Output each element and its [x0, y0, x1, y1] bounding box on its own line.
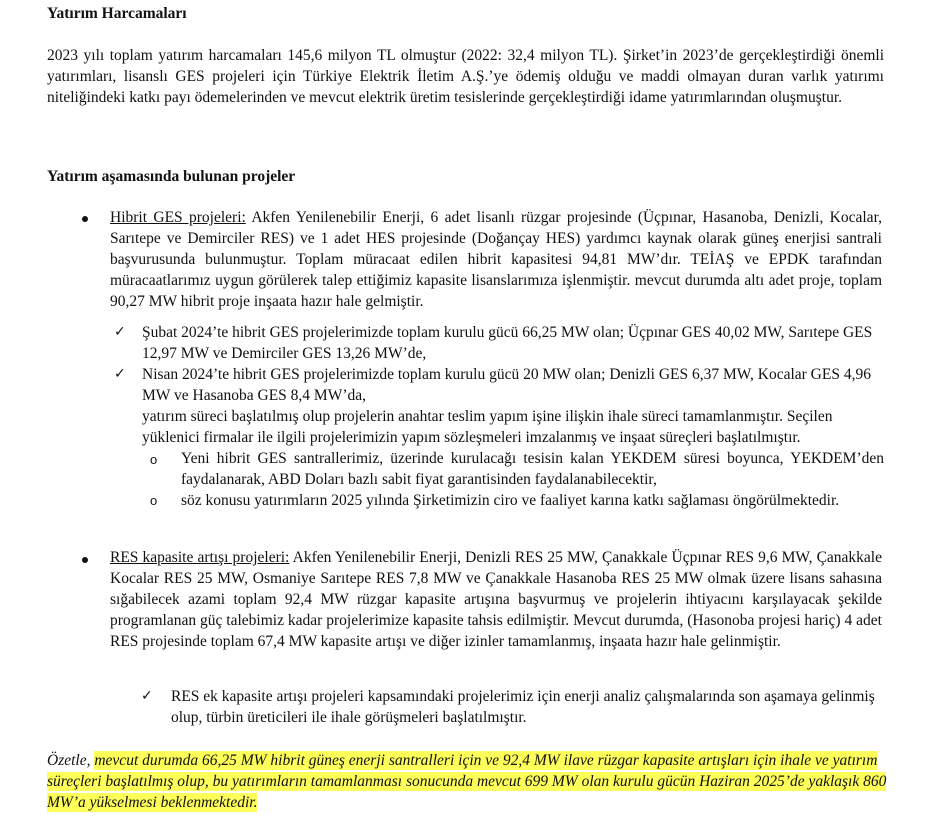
res-capacity-label: RES kapasite artışı projeleri:: [110, 549, 290, 566]
res-capacity-paragraph: [110, 547, 882, 652]
res-capacity-text: Akfen Yenilenebilir Enerji, Denizli RES 25 MW, Çanakkale Üçpınar RES 9,6 MW, Çanakkale Kocalar RES 25 MW, Osmaniye Sarıtepe RES 7,8 MW ve Çanakkale Hasanoba RES 25 MW olmak üzere lisans sahasına sığabilecek azami toplam 92,4 MW rüzgar kapasite artışına başvurmuş ve projelerin ihtiyacını karşılayacak şekilde programlanan güç talebimiz kadar projelerimize kapasite tahsis edilmiştir. Mevcut durumda, (Hasonoba projesi hariç) 4 adet RES projesinde toplam 67,4 MW kapasite artışı ve diğer izinler tamamlanmış, inşaata hazır hale gelinmiştir.: [110, 549, 882, 650]
hybrid-ges-paragraph: [110, 207, 882, 312]
hybrid-ges-text: Akfen Yenilenebilir Enerji, 6 adet lisanlı rüzgar projesinde (Üçpınar, Hasanoba, Denizli, Kocalar, Sarıtepe ve Demirciler RES) ve 1 adet HES projesinde (Doğançay HES) yardımcı kaynak olarak güneş enerjisi santrali başvurusunda bulunmuştur. Toplam müracaat edilen hibrit kapasitesi 94,81 MW’dır. TEİAŞ ve EPDK tarafından müracaatlarımız uygun görülerek talep ettiğimiz kapasite lisanslarımıza işlenmiştir. mevcut durumda altı adet proje, toplam 90,27 MW hibrit proje inşaata hazır hale gelmiştir.: [110, 209, 882, 310]
section-title-projects: Yatırım aşamasında bulunan projeler: [47, 168, 296, 185]
section-title-investments: Yatırım Harcamaları: [47, 5, 187, 22]
circle-bullet-icon: o: [150, 493, 158, 508]
circle-bullet-icon: o: [150, 452, 158, 467]
summary-highlighted-text: mevcut durumda 66,25 MW hibrit güneş enerji santralleri için ve 92,4 MW ilave rüzgar kapasite artışları için ihale ve yatırım süreçleri başlatılmış olup, bu yatırımların tamamlanması sonucunda mevcut 699 MW olan kurulu gücün Haziran 2025’de yaklaşık 860 MW’a yükselmesi beklenmektedir.: [47, 752, 887, 811]
summary-paragraph: [47, 750, 891, 813]
check-item-res: RES ek kapasite artışı projeleri kapsamındaki projelerimiz için enerji analiz çalışmalarında son aşamaya gelinmiş olup, türbin üreticileri ile ihale görüşmeleri başlatılmıştır.: [171, 688, 875, 726]
bullet-icon: [82, 216, 88, 222]
summary-lead: Özetle,: [47, 752, 91, 769]
sub-item-revenue: söz konusu yatırımların 2025 yılında Şirketimizin ciro ve faaliyet karına katkı sağlaması öngörülmektedir.: [181, 492, 840, 509]
hybrid-ges-label: Hibrit GES projeleri:: [110, 209, 246, 226]
checkmark-icon: ✓: [141, 688, 153, 704]
check-item-february: Şubat 2024’te hibrit GES projelerimizde toplam kurulu gücü 66,25 MW olan; Üçpınar GES 40,02 MW, Sarıtepe GES 12,97 MW ve Demirciler GES 13,26 MW’de,: [142, 324, 873, 362]
investment-paragraph: 2023 yılı toplam yatırım harcamaları 145,6 milyon TL olmuştur (2022: 32,4 milyon TL). Şirket’in 2023’de gerçekleştirdiği önemli yatırımları, lisanslı GES projeleri için Türkiye Elektrik İletim A.Ş.’ye ödemiş olduğu ve maddi olmayan duran varlık yatırımı niteliğindeki katkı payı ödemelerinden ve mevcut elektrik üretim tesislerinde gerçekleştirdiği idame yatırımlarından oluşmuştur.: [47, 47, 884, 106]
bullet-icon: [82, 557, 88, 563]
checkmark-icon: ✓: [114, 324, 126, 340]
sub-item-yekdem: Yeni hibrit GES santrallerimiz, üzerinde kurulacağı tesisin kalan YEKDEM süresi boyunca, YEKDEM’den faydalanarak, ABD Doları bazlı sabit fiyat garantisinden faydalanabilecektir,: [181, 450, 884, 488]
checkmark-icon: ✓: [114, 366, 126, 382]
tender-paragraph: yatırım süreci başlatılmış olup projelerin anahtar teslim yapım işine ilişkin ihale süreci tamamlanmıştır. Seçilen yüklenici firmalar ile ilgili projelerimizin yapım sözleşmeleri imzalanmış ve inşaat süreçleri başlatılmıştır.: [142, 408, 833, 446]
check-item-april: Nisan 2024’te hibrit GES projelerimizde toplam kurulu gücü 20 MW olan; Denizli GES 6,37 MW, Kocalar GES 4,96 MW ve Hasanoba GES 8,4 MW’da,: [142, 366, 871, 404]
